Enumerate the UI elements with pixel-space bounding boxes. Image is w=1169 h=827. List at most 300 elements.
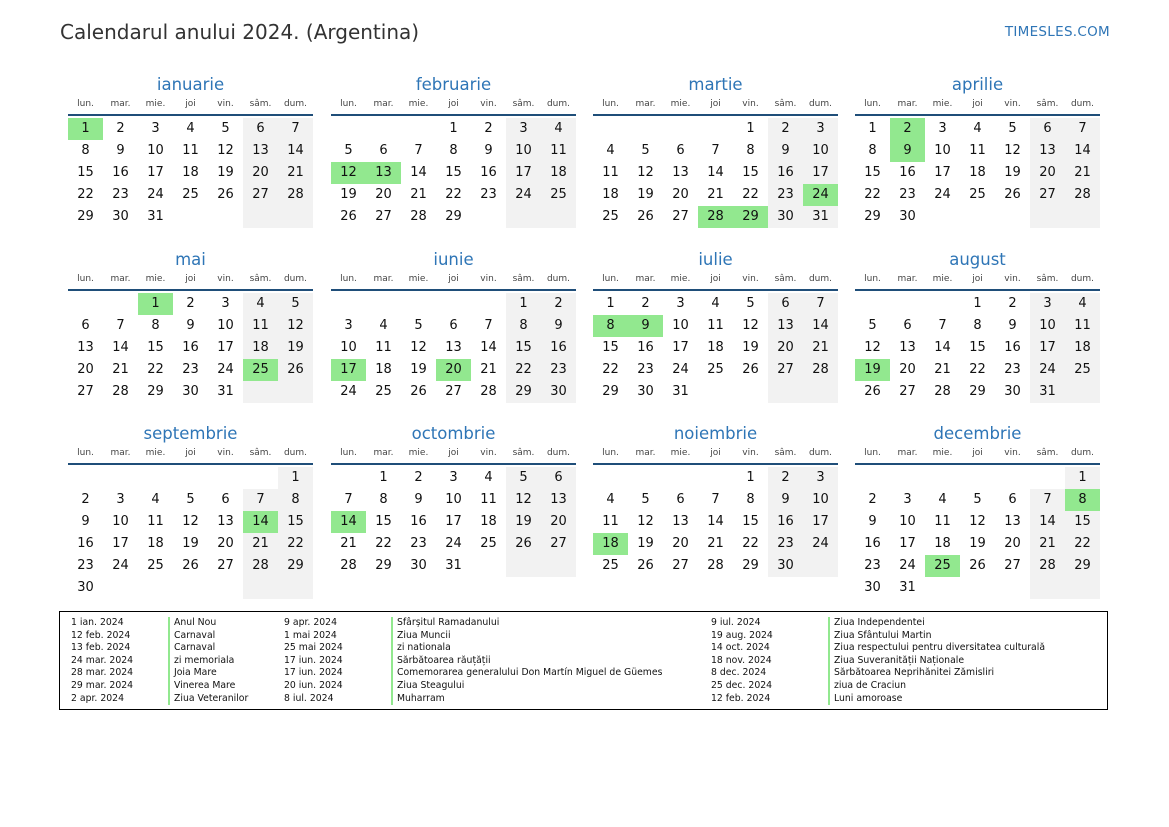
day-cell[interactable]: 17 xyxy=(112,536,129,551)
day-cell[interactable]: 17 xyxy=(672,340,689,355)
day-cell[interactable]: 5 xyxy=(746,296,755,311)
day-cell[interactable]: 8 xyxy=(151,318,160,333)
day-cell[interactable]: 3 xyxy=(221,296,230,311)
day-cell[interactable]: 14 xyxy=(707,165,724,180)
day-cell[interactable]: 6 xyxy=(1008,492,1017,507)
day-cell[interactable]: 23 xyxy=(768,533,803,555)
day-cell[interactable]: 16 xyxy=(112,165,129,180)
day-cell[interactable]: 22 xyxy=(445,187,462,202)
day-cell[interactable]: 19 xyxy=(637,536,654,551)
day-cell[interactable]: 27 xyxy=(243,184,278,206)
day-cell[interactable]: 29 xyxy=(602,384,619,399)
day-cell[interactable]: 3 xyxy=(449,470,458,485)
day-cell[interactable]: 27 xyxy=(445,384,462,399)
day-cell[interactable]: 31 xyxy=(217,384,234,399)
day-cell[interactable]: 31 xyxy=(899,580,916,595)
day-cell[interactable]: 6 xyxy=(768,293,803,315)
day-cell[interactable]: 17 xyxy=(1030,337,1065,359)
day-cell[interactable]: 4 xyxy=(243,293,278,315)
day-cell[interactable]: 24 xyxy=(672,362,689,377)
day-cell[interactable]: 26 xyxy=(182,558,199,573)
day-cell[interactable]: 12 xyxy=(506,489,541,511)
day-cell[interactable]: 11 xyxy=(602,165,619,180)
day-cell[interactable]: 22 xyxy=(77,187,94,202)
day-cell[interactable]: 28 xyxy=(278,184,313,206)
day-cell[interactable]: 19 xyxy=(742,340,759,355)
day-cell[interactable]: 17 xyxy=(445,514,462,529)
day-cell[interactable]: 4 xyxy=(606,143,615,158)
day-cell[interactable]: 25 xyxy=(182,187,199,202)
day-cell[interactable]: 7 xyxy=(1030,489,1065,511)
day-cell[interactable]: 5 xyxy=(641,492,650,507)
day-cell[interactable]: 20 xyxy=(243,162,278,184)
day-cell[interactable]: 13 xyxy=(77,340,94,355)
day-cell[interactable]: 31 xyxy=(147,209,164,224)
day-cell[interactable]: 3 xyxy=(151,121,160,136)
day-cell[interactable]: 3 xyxy=(1030,293,1065,315)
day-cell[interactable]: 15 xyxy=(445,165,462,180)
day-cell[interactable]: 18 xyxy=(182,165,199,180)
day-cell[interactable]: 16 xyxy=(480,165,497,180)
day-cell[interactable]: 6 xyxy=(449,318,458,333)
day-cell[interactable]: 4 xyxy=(484,470,493,485)
day-cell[interactable]: 13 xyxy=(672,514,689,529)
day-cell[interactable]: 17 xyxy=(803,511,838,533)
day-cell[interactable]: 15 xyxy=(77,165,94,180)
day-cell[interactable]: 12 xyxy=(278,315,313,337)
day-cell[interactable]: 28 xyxy=(934,384,951,399)
day-cell[interactable]: 14 xyxy=(112,340,129,355)
day-cell[interactable]: 14 xyxy=(243,511,278,533)
day-cell[interactable]: 3 xyxy=(344,318,353,333)
day-cell[interactable]: 5 xyxy=(186,492,195,507)
day-cell[interactable]: 14 xyxy=(803,315,838,337)
day-cell[interactable]: 21 xyxy=(803,337,838,359)
day-cell[interactable]: 13 xyxy=(1030,140,1065,162)
day-cell[interactable]: 19 xyxy=(182,536,199,551)
day-cell[interactable]: 24 xyxy=(1030,359,1065,381)
day-cell[interactable]: 25 xyxy=(480,536,497,551)
day-cell[interactable]: 13 xyxy=(217,514,234,529)
day-cell[interactable]: 24 xyxy=(445,536,462,551)
day-cell[interactable]: 26 xyxy=(637,209,654,224)
day-cell[interactable]: 25 xyxy=(147,558,164,573)
day-cell[interactable]: 23 xyxy=(1004,362,1021,377)
day-cell[interactable]: 24 xyxy=(112,558,129,573)
day-cell[interactable]: 21 xyxy=(278,162,313,184)
day-cell[interactable]: 2 xyxy=(1008,296,1017,311)
day-cell[interactable]: 8 xyxy=(973,318,982,333)
day-cell[interactable]: 12 xyxy=(969,514,986,529)
day-cell[interactable]: 4 xyxy=(186,121,195,136)
day-cell[interactable]: 18 xyxy=(243,337,278,359)
day-cell[interactable]: 27 xyxy=(1004,558,1021,573)
day-cell[interactable]: 10 xyxy=(1030,315,1065,337)
day-cell[interactable]: 19 xyxy=(278,337,313,359)
day-cell[interactable]: 7 xyxy=(116,318,125,333)
day-cell[interactable]: 29 xyxy=(742,558,759,573)
day-cell[interactable]: 9 xyxy=(768,489,803,511)
day-cell[interactable]: 19 xyxy=(410,362,427,377)
day-cell[interactable]: 29 xyxy=(445,209,462,224)
day-cell[interactable]: 7 xyxy=(938,318,947,333)
day-cell[interactable]: 23 xyxy=(410,536,427,551)
day-cell[interactable]: 8 xyxy=(746,492,755,507)
day-cell[interactable]: 26 xyxy=(278,359,313,381)
day-cell[interactable]: 29 xyxy=(375,558,392,573)
day-cell[interactable]: 23 xyxy=(77,558,94,573)
day-cell[interactable]: 27 xyxy=(217,558,234,573)
day-cell[interactable]: 24 xyxy=(147,187,164,202)
day-cell[interactable]: 1 xyxy=(506,293,541,315)
day-cell[interactable]: 16 xyxy=(864,536,881,551)
day-cell[interactable]: 6 xyxy=(903,318,912,333)
day-cell[interactable]: 31 xyxy=(445,558,462,573)
day-cell[interactable]: 5 xyxy=(278,293,313,315)
day-cell[interactable]: 15 xyxy=(602,340,619,355)
day-cell[interactable]: 2 xyxy=(768,467,803,489)
day-cell[interactable]: 29 xyxy=(506,381,541,403)
day-cell[interactable]: 22 xyxy=(969,362,986,377)
day-cell[interactable]: 16 xyxy=(637,340,654,355)
day-cell[interactable]: 19 xyxy=(855,359,890,381)
day-cell[interactable]: 16 xyxy=(410,514,427,529)
day-cell[interactable]: 1 xyxy=(449,121,458,136)
day-cell[interactable]: 1 xyxy=(868,121,877,136)
day-cell[interactable]: 31 xyxy=(803,206,838,228)
day-cell[interactable]: 11 xyxy=(602,514,619,529)
day-cell[interactable]: 2 xyxy=(890,118,925,140)
day-cell[interactable]: 18 xyxy=(593,533,628,555)
day-cell[interactable]: 12 xyxy=(864,340,881,355)
day-cell[interactable]: 29 xyxy=(969,384,986,399)
day-cell[interactable]: 26 xyxy=(864,384,881,399)
day-cell[interactable]: 15 xyxy=(864,165,881,180)
day-cell[interactable]: 20 xyxy=(77,362,94,377)
day-cell[interactable]: 3 xyxy=(803,467,838,489)
day-cell[interactable]: 7 xyxy=(414,143,423,158)
day-cell[interactable]: 16 xyxy=(182,340,199,355)
day-cell[interactable]: 23 xyxy=(768,184,803,206)
day-cell[interactable]: 13 xyxy=(672,165,689,180)
day-cell[interactable]: 25 xyxy=(243,359,278,381)
day-cell[interactable]: 9 xyxy=(541,315,576,337)
day-cell[interactable]: 10 xyxy=(112,514,129,529)
day-cell[interactable]: 12 xyxy=(217,143,234,158)
day-cell[interactable]: 5 xyxy=(868,318,877,333)
day-cell[interactable]: 14 xyxy=(410,165,427,180)
day-cell[interactable]: 27 xyxy=(899,384,916,399)
day-cell[interactable]: 17 xyxy=(506,162,541,184)
day-cell[interactable]: 1 xyxy=(746,470,755,485)
day-cell[interactable]: 6 xyxy=(1030,118,1065,140)
day-cell[interactable]: 26 xyxy=(742,362,759,377)
day-cell[interactable]: 4 xyxy=(938,492,947,507)
day-cell[interactable]: 13 xyxy=(541,489,576,511)
day-cell[interactable]: 21 xyxy=(934,362,951,377)
day-cell[interactable]: 1 xyxy=(379,470,388,485)
day-cell[interactable]: 20 xyxy=(899,362,916,377)
day-cell[interactable]: 5 xyxy=(344,143,353,158)
day-cell[interactable]: 14 xyxy=(278,140,313,162)
day-cell[interactable]: 13 xyxy=(1004,514,1021,529)
day-cell[interactable]: 14 xyxy=(707,514,724,529)
day-cell[interactable]: 11 xyxy=(375,340,392,355)
day-cell[interactable]: 22 xyxy=(278,533,313,555)
day-cell[interactable]: 26 xyxy=(217,187,234,202)
day-cell[interactable]: 22 xyxy=(864,187,881,202)
day-cell[interactable]: 8 xyxy=(506,315,541,337)
day-cell[interactable]: 5 xyxy=(506,467,541,489)
day-cell[interactable]: 9 xyxy=(890,140,925,162)
day-cell[interactable]: 22 xyxy=(742,536,759,551)
day-cell[interactable]: 2 xyxy=(768,118,803,140)
day-cell[interactable]: 2 xyxy=(186,296,195,311)
day-cell[interactable]: 10 xyxy=(147,143,164,158)
day-cell[interactable]: 6 xyxy=(541,467,576,489)
day-cell[interactable]: 29 xyxy=(733,206,768,228)
day-cell[interactable]: 1 xyxy=(138,293,173,315)
day-cell[interactable]: 18 xyxy=(602,187,619,202)
day-cell[interactable]: 3 xyxy=(116,492,125,507)
day-cell[interactable]: 19 xyxy=(506,511,541,533)
brand-link[interactable]: TIMESLES.COM xyxy=(1004,24,1110,40)
day-cell[interactable]: 2 xyxy=(868,492,877,507)
day-cell[interactable]: 24 xyxy=(899,558,916,573)
day-cell[interactable]: 19 xyxy=(1004,165,1021,180)
day-cell[interactable]: 6 xyxy=(81,318,90,333)
day-cell[interactable]: 8 xyxy=(593,315,628,337)
day-cell[interactable]: 22 xyxy=(602,362,619,377)
day-cell[interactable]: 1 xyxy=(746,121,755,136)
day-cell[interactable]: 11 xyxy=(147,514,164,529)
day-cell[interactable]: 8 xyxy=(278,489,313,511)
day-cell[interactable]: 10 xyxy=(217,318,234,333)
day-cell[interactable]: 23 xyxy=(899,187,916,202)
day-cell[interactable]: 25 xyxy=(969,187,986,202)
day-cell[interactable]: 27 xyxy=(541,533,576,555)
day-cell[interactable]: 29 xyxy=(147,384,164,399)
day-cell[interactable]: 2 xyxy=(641,296,650,311)
day-cell[interactable]: 6 xyxy=(243,118,278,140)
day-cell[interactable]: 5 xyxy=(221,121,230,136)
day-cell[interactable]: 30 xyxy=(112,209,129,224)
day-cell[interactable]: 23 xyxy=(112,187,129,202)
day-cell[interactable]: 8 xyxy=(868,143,877,158)
day-cell[interactable]: 1 xyxy=(973,296,982,311)
day-cell[interactable]: 3 xyxy=(803,118,838,140)
day-cell[interactable]: 20 xyxy=(375,187,392,202)
day-cell[interactable]: 20 xyxy=(541,511,576,533)
day-cell[interactable]: 4 xyxy=(973,121,982,136)
day-cell[interactable]: 7 xyxy=(278,118,313,140)
day-cell[interactable]: 7 xyxy=(243,489,278,511)
day-cell[interactable]: 29 xyxy=(864,209,881,224)
day-cell[interactable]: 4 xyxy=(379,318,388,333)
day-cell[interactable]: 11 xyxy=(969,143,986,158)
day-cell[interactable]: 8 xyxy=(1065,489,1100,511)
day-cell[interactable]: 2 xyxy=(414,470,423,485)
day-cell[interactable]: 11 xyxy=(541,140,576,162)
day-cell[interactable]: 30 xyxy=(899,209,916,224)
day-cell[interactable]: 7 xyxy=(711,492,720,507)
day-cell[interactable]: 11 xyxy=(707,318,724,333)
day-cell[interactable]: 8 xyxy=(449,143,458,158)
day-cell[interactable]: 24 xyxy=(217,362,234,377)
day-cell[interactable]: 10 xyxy=(445,492,462,507)
day-cell[interactable]: 15 xyxy=(969,340,986,355)
day-cell[interactable]: 19 xyxy=(637,187,654,202)
day-cell[interactable]: 10 xyxy=(803,140,838,162)
day-cell[interactable]: 21 xyxy=(1030,533,1065,555)
day-cell[interactable]: 30 xyxy=(77,580,94,595)
day-cell[interactable]: 9 xyxy=(186,318,195,333)
day-cell[interactable]: 25 xyxy=(541,184,576,206)
day-cell[interactable]: 30 xyxy=(768,206,803,228)
day-cell[interactable]: 3 xyxy=(506,118,541,140)
day-cell[interactable]: 7 xyxy=(803,293,838,315)
day-cell[interactable]: 5 xyxy=(414,318,423,333)
day-cell[interactable]: 16 xyxy=(77,536,94,551)
day-cell[interactable]: 13 xyxy=(899,340,916,355)
day-cell[interactable]: 18 xyxy=(375,362,392,377)
day-cell[interactable]: 10 xyxy=(899,514,916,529)
day-cell[interactable]: 13 xyxy=(445,340,462,355)
day-cell[interactable]: 21 xyxy=(410,187,427,202)
day-cell[interactable]: 16 xyxy=(768,511,803,533)
day-cell[interactable]: 18 xyxy=(934,536,951,551)
day-cell[interactable]: 19 xyxy=(340,187,357,202)
day-cell[interactable]: 6 xyxy=(676,492,685,507)
day-cell[interactable]: 4 xyxy=(1065,293,1100,315)
day-cell[interactable]: 7 xyxy=(1065,118,1100,140)
day-cell[interactable]: 17 xyxy=(803,162,838,184)
day-cell[interactable]: 22 xyxy=(147,362,164,377)
day-cell[interactable]: 5 xyxy=(1008,121,1017,136)
day-cell[interactable]: 31 xyxy=(1030,381,1065,403)
day-cell[interactable]: 24 xyxy=(340,384,357,399)
day-cell[interactable]: 20 xyxy=(1004,536,1021,551)
day-cell[interactable]: 8 xyxy=(746,143,755,158)
day-cell[interactable]: 26 xyxy=(410,384,427,399)
day-cell[interactable]: 28 xyxy=(1065,184,1100,206)
day-cell[interactable]: 15 xyxy=(147,340,164,355)
day-cell[interactable]: 15 xyxy=(278,511,313,533)
day-cell[interactable]: 25 xyxy=(602,209,619,224)
day-cell[interactable]: 9 xyxy=(81,514,90,529)
day-cell[interactable]: 18 xyxy=(1065,337,1100,359)
day-cell[interactable]: 2 xyxy=(484,121,493,136)
day-cell[interactable]: 14 xyxy=(331,511,366,533)
day-cell[interactable]: 12 xyxy=(331,162,366,184)
day-cell[interactable]: 12 xyxy=(637,165,654,180)
day-cell[interactable]: 18 xyxy=(480,514,497,529)
day-cell[interactable]: 29 xyxy=(77,209,94,224)
day-cell[interactable]: 9 xyxy=(414,492,423,507)
day-cell[interactable]: 24 xyxy=(934,187,951,202)
day-cell[interactable]: 20 xyxy=(1030,162,1065,184)
day-cell[interactable]: 9 xyxy=(1008,318,1017,333)
day-cell[interactable]: 19 xyxy=(969,536,986,551)
day-cell[interactable]: 1 xyxy=(278,467,313,489)
day-cell[interactable]: 5 xyxy=(641,143,650,158)
day-cell[interactable]: 30 xyxy=(864,580,881,595)
day-cell[interactable]: 23 xyxy=(480,187,497,202)
day-cell[interactable]: 5 xyxy=(973,492,982,507)
day-cell[interactable]: 22 xyxy=(742,187,759,202)
day-cell[interactable]: 26 xyxy=(969,558,986,573)
day-cell[interactable]: 12 xyxy=(637,514,654,529)
day-cell[interactable]: 16 xyxy=(768,162,803,184)
day-cell[interactable]: 9 xyxy=(768,140,803,162)
day-cell[interactable]: 25 xyxy=(375,384,392,399)
day-cell[interactable]: 26 xyxy=(1004,187,1021,202)
day-cell[interactable]: 30 xyxy=(768,555,803,577)
day-cell[interactable]: 11 xyxy=(934,514,951,529)
day-cell[interactable]: 25 xyxy=(602,558,619,573)
day-cell[interactable]: 8 xyxy=(379,492,388,507)
day-cell[interactable]: 18 xyxy=(541,162,576,184)
day-cell[interactable]: 28 xyxy=(243,555,278,577)
day-cell[interactable]: 12 xyxy=(182,514,199,529)
day-cell[interactable]: 30 xyxy=(637,384,654,399)
day-cell[interactable]: 26 xyxy=(637,558,654,573)
day-cell[interactable]: 20 xyxy=(672,187,689,202)
day-cell[interactable]: 30 xyxy=(410,558,427,573)
day-cell[interactable]: 7 xyxy=(711,143,720,158)
day-cell[interactable]: 27 xyxy=(672,209,689,224)
day-cell[interactable]: 25 xyxy=(925,555,960,577)
day-cell[interactable]: 3 xyxy=(903,492,912,507)
day-cell[interactable]: 2 xyxy=(81,492,90,507)
day-cell[interactable]: 24 xyxy=(506,184,541,206)
day-cell[interactable]: 30 xyxy=(182,384,199,399)
day-cell[interactable]: 23 xyxy=(864,558,881,573)
day-cell[interactable]: 17 xyxy=(331,359,366,381)
day-cell[interactable]: 28 xyxy=(803,359,838,381)
day-cell[interactable]: 15 xyxy=(506,337,541,359)
day-cell[interactable]: 27 xyxy=(1030,184,1065,206)
day-cell[interactable]: 22 xyxy=(375,536,392,551)
day-cell[interactable]: 16 xyxy=(541,337,576,359)
day-cell[interactable]: 30 xyxy=(1004,384,1021,399)
day-cell[interactable]: 21 xyxy=(243,533,278,555)
day-cell[interactable]: 9 xyxy=(116,143,125,158)
day-cell[interactable]: 27 xyxy=(77,384,94,399)
day-cell[interactable]: 2 xyxy=(116,121,125,136)
day-cell[interactable]: 20 xyxy=(672,536,689,551)
day-cell[interactable]: 1 xyxy=(68,118,103,140)
day-cell[interactable]: 17 xyxy=(899,536,916,551)
day-cell[interactable]: 22 xyxy=(1065,533,1100,555)
day-cell[interactable]: 19 xyxy=(217,165,234,180)
day-cell[interactable]: 23 xyxy=(541,359,576,381)
day-cell[interactable]: 15 xyxy=(742,514,759,529)
day-cell[interactable]: 21 xyxy=(480,362,497,377)
day-cell[interactable]: 26 xyxy=(340,209,357,224)
day-cell[interactable]: 27 xyxy=(672,558,689,573)
day-cell[interactable]: 10 xyxy=(672,318,689,333)
day-cell[interactable]: 14 xyxy=(1065,140,1100,162)
day-cell[interactable]: 4 xyxy=(151,492,160,507)
day-cell[interactable]: 9 xyxy=(484,143,493,158)
day-cell[interactable]: 27 xyxy=(768,359,803,381)
day-cell[interactable]: 28 xyxy=(410,209,427,224)
day-cell[interactable]: 4 xyxy=(541,118,576,140)
day-cell[interactable]: 20 xyxy=(217,536,234,551)
day-cell[interactable]: 13 xyxy=(243,140,278,162)
day-cell[interactable]: 4 xyxy=(606,492,615,507)
